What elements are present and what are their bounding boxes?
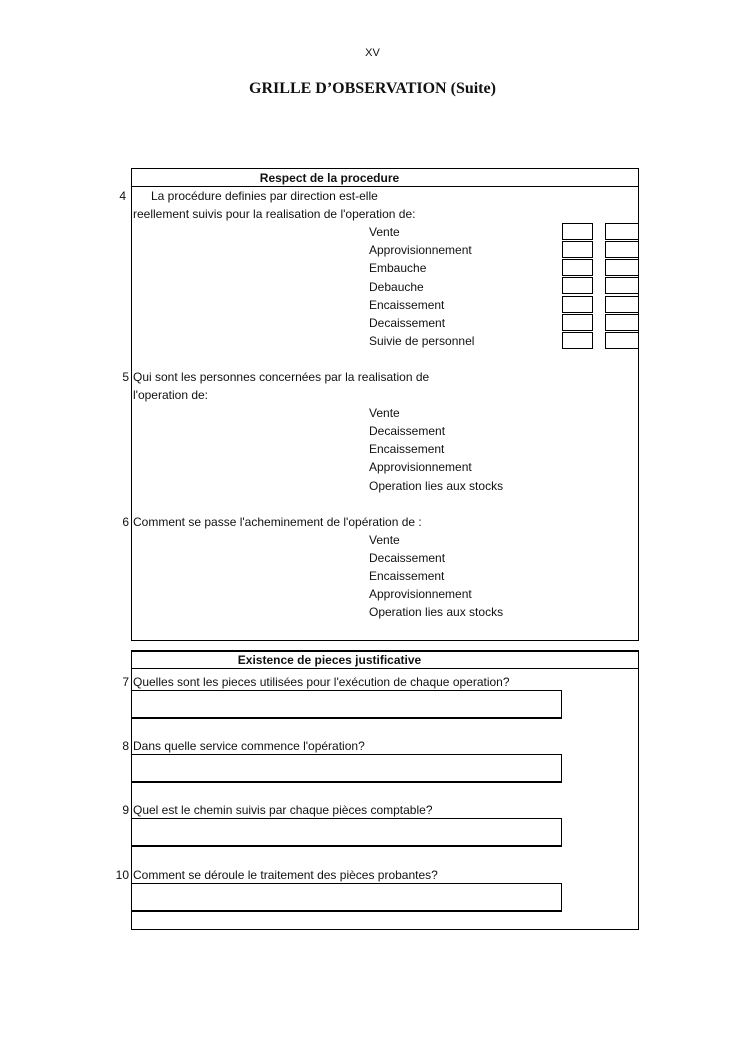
- checkbox-no[interactable]: [605, 314, 639, 331]
- question-number: 5: [122, 370, 129, 384]
- question-number: 7: [122, 675, 129, 689]
- question-number: 4: [119, 189, 126, 203]
- section-header-procedure: Respect de la procedure: [259, 171, 400, 185]
- checkbox-yes[interactable]: [562, 332, 593, 349]
- checkbox-no[interactable]: [605, 332, 639, 349]
- option-label: Approvisionnement: [369, 460, 472, 474]
- answer-field[interactable]: [131, 818, 562, 847]
- option-label: Debauche: [369, 280, 424, 294]
- checkbox-no[interactable]: [605, 223, 639, 240]
- header-bottom-line: [131, 186, 639, 187]
- question-number: 9: [122, 803, 129, 817]
- checkbox-no[interactable]: [605, 277, 639, 294]
- question-text: La procédure definies par direction est-elle: [151, 189, 378, 203]
- option-label: Approvisionnement: [369, 243, 472, 257]
- checkbox-yes[interactable]: [562, 277, 593, 294]
- option-label: Suivie de personnel: [369, 334, 475, 348]
- frame-bottom-line: [131, 640, 639, 641]
- question-number: 6: [122, 515, 129, 529]
- option-label: Operation lies aux stocks: [369, 605, 504, 619]
- header-bottom-line: [131, 668, 639, 669]
- option-label: Vente: [369, 225, 400, 239]
- option-label: Operation lies aux stocks: [369, 479, 504, 493]
- question-text: reellement suivis pour la realisation de l'operation de:: [133, 207, 416, 221]
- answer-field[interactable]: [131, 754, 562, 783]
- frame-right-line: [638, 650, 639, 930]
- option-label: Approvisionnement: [369, 587, 472, 601]
- frame-bottom-line: [131, 929, 639, 930]
- question-text: Dans quelle service commence l'opération?: [133, 739, 365, 753]
- option-label: Decaissement: [369, 316, 446, 330]
- question-text: Quel est le chemin suivis par chaque pièces comptable?: [133, 803, 433, 817]
- question-text: Comment se passe l'acheminement de l'opération de :: [133, 515, 422, 529]
- question-text: Comment se déroule le traitement des pièces probantes?: [133, 868, 438, 882]
- option-label: Decaissement: [369, 551, 446, 565]
- frame-top-line: [131, 650, 639, 652]
- checkbox-yes[interactable]: [562, 223, 593, 240]
- page-number: XV: [365, 47, 380, 59]
- question-text: Quelles sont les pieces utilisées pour l'exécution de chaque operation?: [133, 675, 510, 689]
- checkbox-no[interactable]: [605, 296, 639, 313]
- option-label: Decaissement: [369, 424, 446, 438]
- question-number: 8: [122, 739, 129, 753]
- question-number: 10: [115, 868, 129, 882]
- option-label: Encaissement: [369, 298, 445, 312]
- option-label: Embauche: [369, 261, 427, 275]
- checkbox-yes[interactable]: [562, 314, 593, 331]
- option-label: Encaissement: [369, 569, 445, 583]
- checkbox-no[interactable]: [605, 241, 639, 258]
- option-label: Vente: [369, 533, 400, 547]
- question-text: l'operation de:: [133, 388, 209, 402]
- checkbox-yes[interactable]: [562, 296, 593, 313]
- option-label: Vente: [369, 406, 400, 420]
- answer-field[interactable]: [131, 883, 562, 912]
- checkbox-yes[interactable]: [562, 259, 593, 276]
- section-header-pieces: Existence de pieces justificative: [237, 653, 422, 667]
- frame-top-line: [131, 168, 639, 169]
- checkbox-no[interactable]: [605, 259, 639, 276]
- option-label: Encaissement: [369, 442, 445, 456]
- page-title: GRILLE D’OBSERVATION (Suite): [249, 80, 496, 97]
- question-text: Qui sont les personnes concernées par la realisation de: [133, 370, 430, 384]
- answer-field[interactable]: [131, 690, 562, 719]
- checkbox-yes[interactable]: [562, 241, 593, 258]
- frame-left-line: [131, 168, 132, 641]
